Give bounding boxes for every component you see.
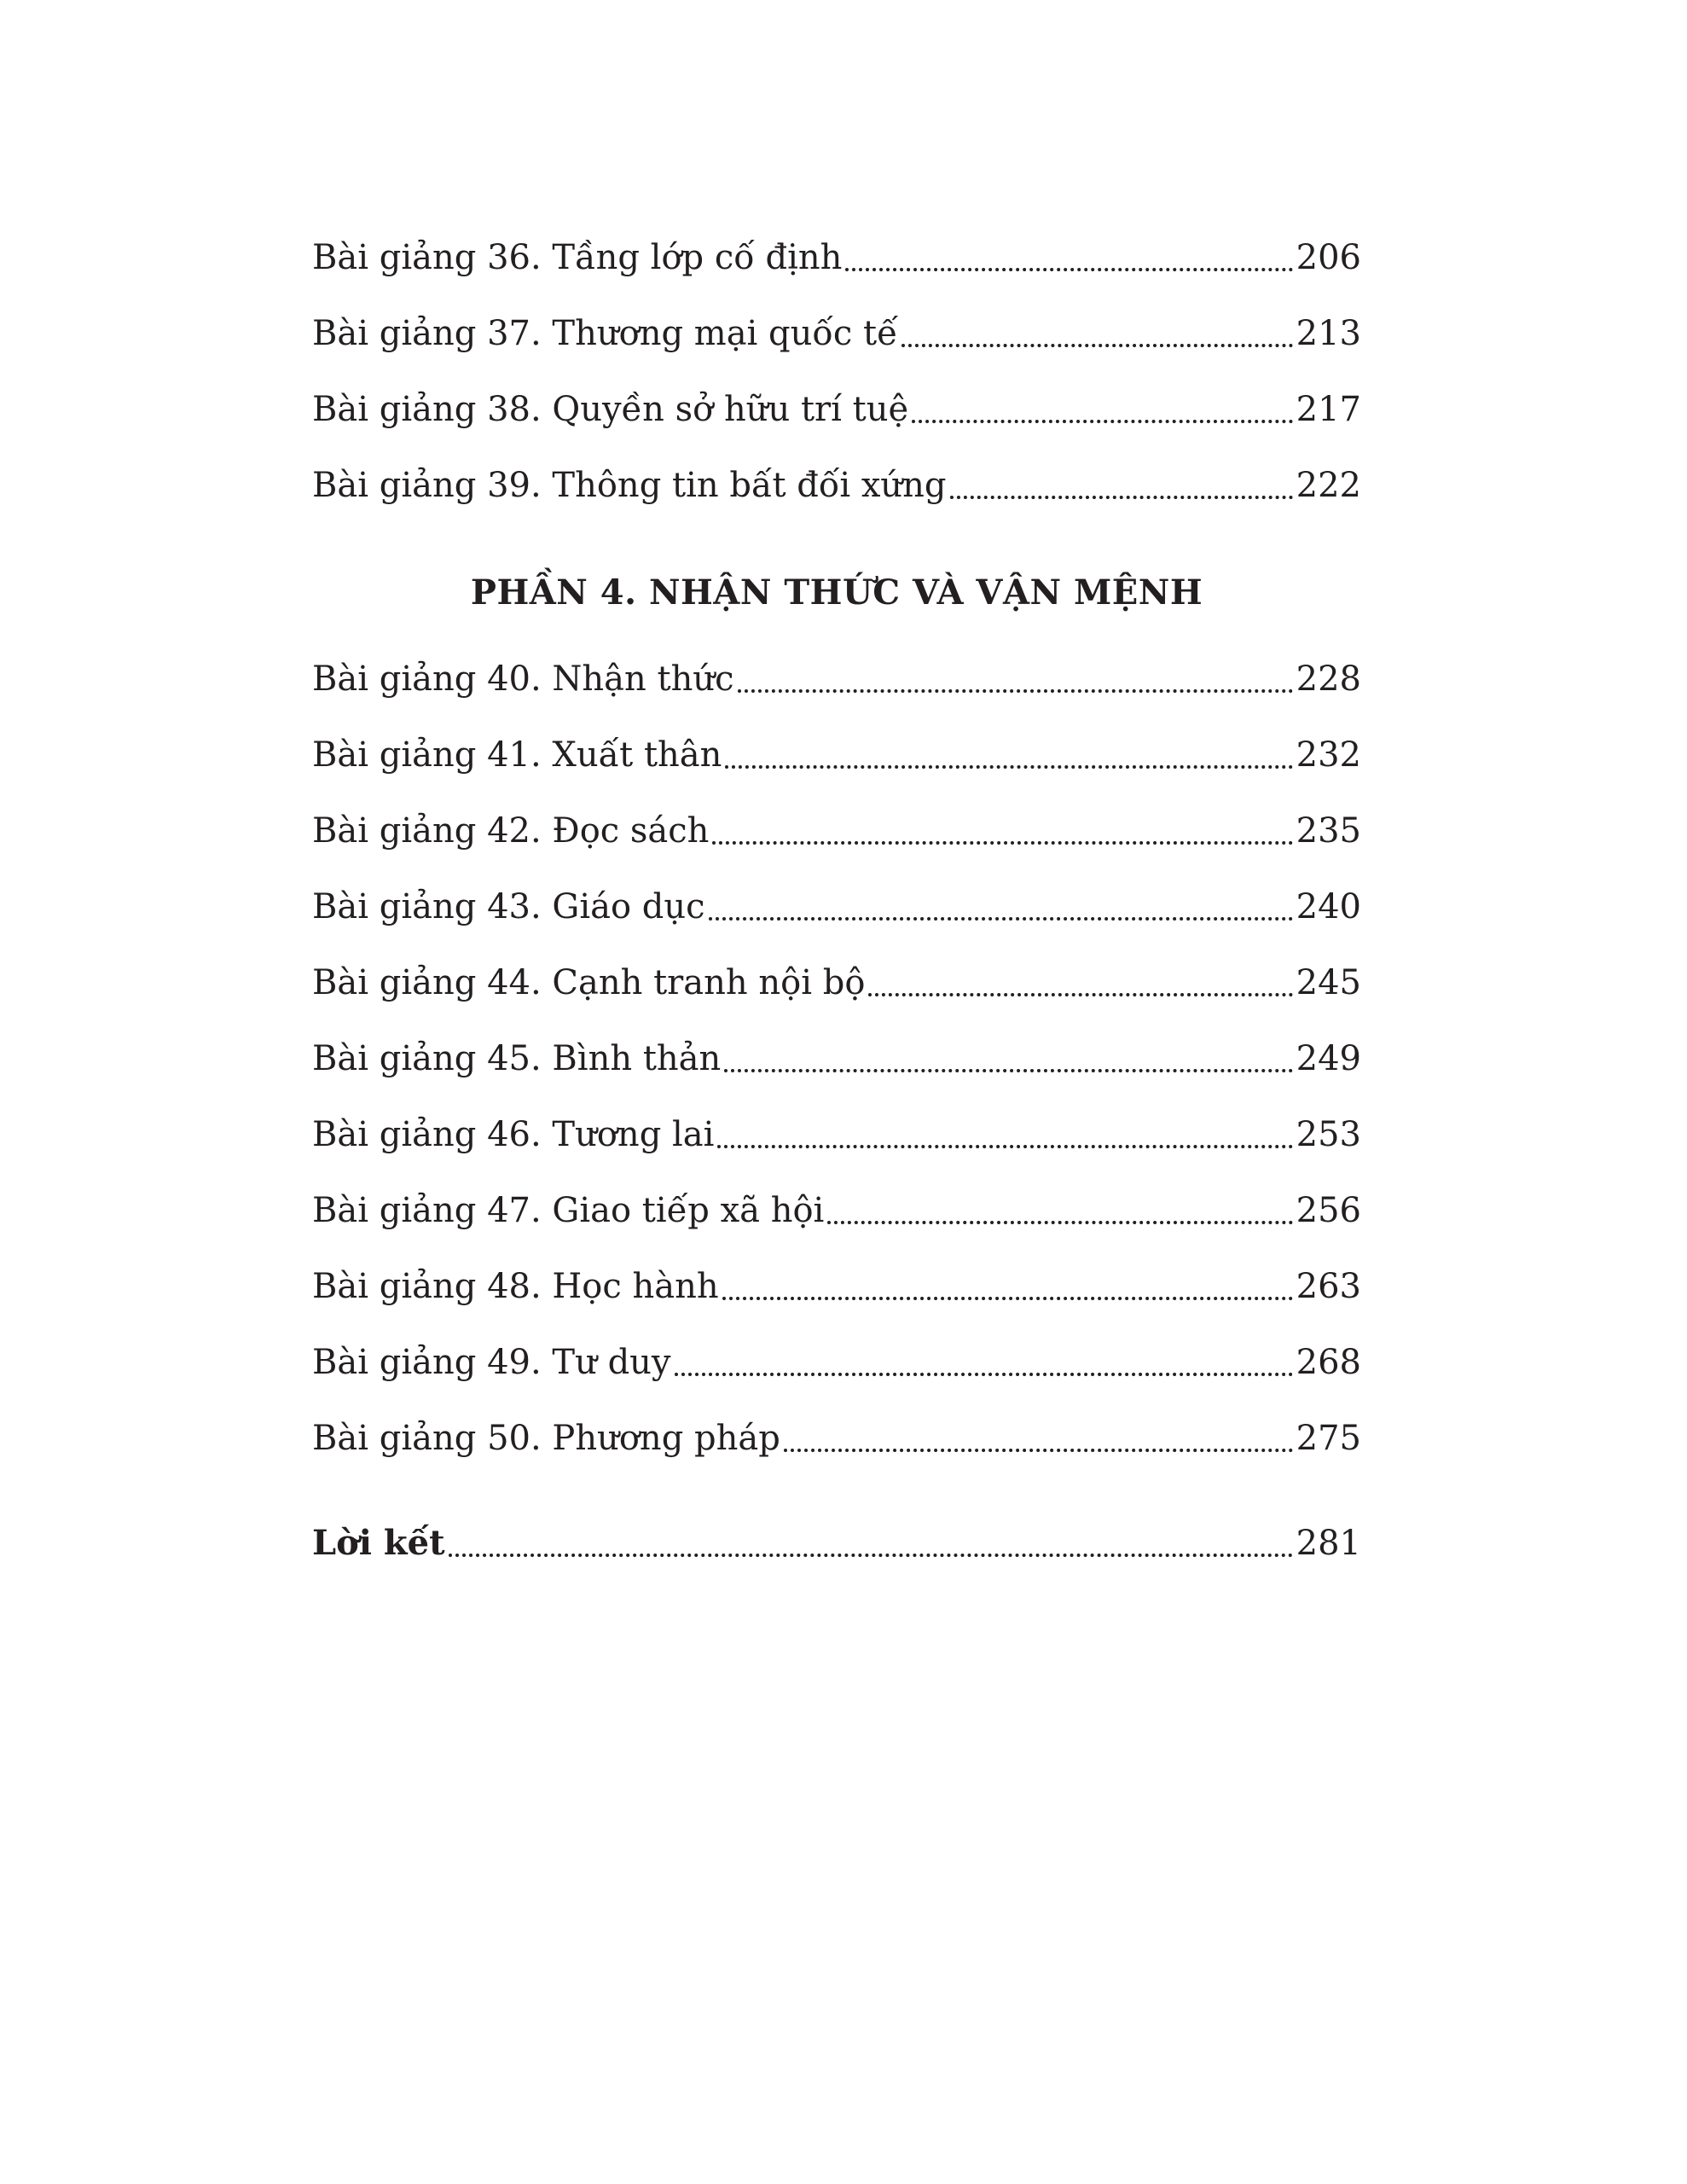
toc-entry-page: 235 bbox=[1296, 811, 1361, 851]
toc-entry-47[interactable] bbox=[312, 1185, 1361, 1236]
toc-entry-title: Bài giảng 47. Giao tiếp xã hội bbox=[312, 1191, 825, 1230]
toc-entry-page: 228 bbox=[1296, 659, 1361, 699]
toc-entry-page: 213 bbox=[1296, 314, 1361, 353]
dot-leader bbox=[868, 993, 1292, 996]
dot-leader bbox=[712, 841, 1292, 845]
toc-entry-page: 222 bbox=[1296, 466, 1361, 505]
toc-entry-page: 256 bbox=[1296, 1191, 1361, 1230]
toc-entry-42[interactable] bbox=[312, 805, 1361, 857]
section-heading: PHẦN 4. NHẬN THỨC VÀ VẬN MỆNH bbox=[470, 572, 1203, 613]
dot-leader bbox=[717, 1145, 1292, 1148]
toc-entry-page: 263 bbox=[1296, 1267, 1361, 1306]
toc-entry-46[interactable] bbox=[312, 1109, 1361, 1160]
toc-entry-title: Bài giảng 44. Cạnh tranh nội bộ bbox=[312, 963, 866, 1002]
dot-leader bbox=[725, 765, 1292, 769]
toc-entry-title: Bài giảng 38. Quyền sở hữu trí tuệ bbox=[312, 390, 909, 429]
dot-leader bbox=[784, 1449, 1293, 1452]
toc-entry-title: Bài giảng 50. Phương pháp bbox=[312, 1419, 780, 1458]
toc-entry-title: Bài giảng 45. Bình thản bbox=[312, 1039, 722, 1078]
toc-entry-title: Lời kết bbox=[312, 1523, 445, 1563]
toc-entry-title: Bài giảng 42. Đọc sách bbox=[312, 811, 710, 851]
dot-leader bbox=[845, 268, 1292, 271]
toc-entry-page: 249 bbox=[1296, 1039, 1361, 1078]
dot-leader bbox=[449, 1554, 1293, 1557]
toc-entry-title: Bài giảng 37. Thương mại quốc tế bbox=[312, 314, 898, 353]
toc-entry-title: Bài giảng 41. Xuất thân bbox=[312, 735, 722, 775]
toc-entry-page: 268 bbox=[1296, 1343, 1361, 1382]
toc-entry-44[interactable] bbox=[312, 957, 1361, 1008]
dot-leader bbox=[738, 689, 1293, 693]
toc-entry-41[interactable] bbox=[312, 729, 1361, 781]
toc-entry-45[interactable] bbox=[312, 1033, 1361, 1084]
toc-entry-title: Bài giảng 36. Tầng lớp cố định bbox=[312, 238, 843, 277]
toc-entry-title: Bài giảng 46. Tương lai bbox=[312, 1115, 715, 1154]
toc-entry-page: 245 bbox=[1296, 963, 1361, 1002]
toc-entry-38[interactable] bbox=[312, 384, 1361, 435]
toc-entry-title: Bài giảng 40. Nhận thức bbox=[312, 659, 734, 699]
toc-entry-page: 206 bbox=[1296, 238, 1361, 277]
toc-entry-title: Bài giảng 48. Học hành bbox=[312, 1267, 719, 1306]
toc-entry-43[interactable] bbox=[312, 881, 1361, 932]
toc-entry-40[interactable] bbox=[312, 653, 1361, 705]
toc-entry-page: 217 bbox=[1296, 390, 1361, 429]
toc-entry-title: Bài giảng 43. Giáo dục bbox=[312, 887, 705, 926]
dot-leader bbox=[675, 1373, 1293, 1376]
dot-leader bbox=[709, 917, 1293, 921]
toc-entry-page: 281 bbox=[1296, 1524, 1361, 1563]
toc-entry-page: 275 bbox=[1296, 1419, 1361, 1458]
toc-entry-37[interactable] bbox=[312, 308, 1361, 359]
dot-leader bbox=[724, 1069, 1292, 1072]
toc-entry-50[interactable] bbox=[312, 1413, 1361, 1464]
toc-entry-36[interactable] bbox=[312, 232, 1361, 283]
dot-leader bbox=[901, 344, 1293, 347]
toc-entry-page: 232 bbox=[1296, 735, 1361, 775]
toc-entry-page: 253 bbox=[1296, 1115, 1361, 1154]
toc-entry-page: 240 bbox=[1296, 887, 1361, 926]
dot-leader bbox=[912, 420, 1292, 423]
toc-entry-title: Bài giảng 39. Thông tin bất đối xứng bbox=[312, 466, 947, 505]
dot-leader bbox=[950, 496, 1293, 499]
dot-leader bbox=[722, 1297, 1293, 1300]
toc-entry-title: Bài giảng 49. Tư duy bbox=[312, 1343, 671, 1382]
dot-leader bbox=[827, 1221, 1292, 1224]
toc-entry-48[interactable] bbox=[312, 1261, 1361, 1312]
toc-entry-closing[interactable] bbox=[312, 1518, 1361, 1569]
toc-entry-39[interactable] bbox=[312, 460, 1361, 511]
toc-entry-49[interactable] bbox=[312, 1337, 1361, 1388]
